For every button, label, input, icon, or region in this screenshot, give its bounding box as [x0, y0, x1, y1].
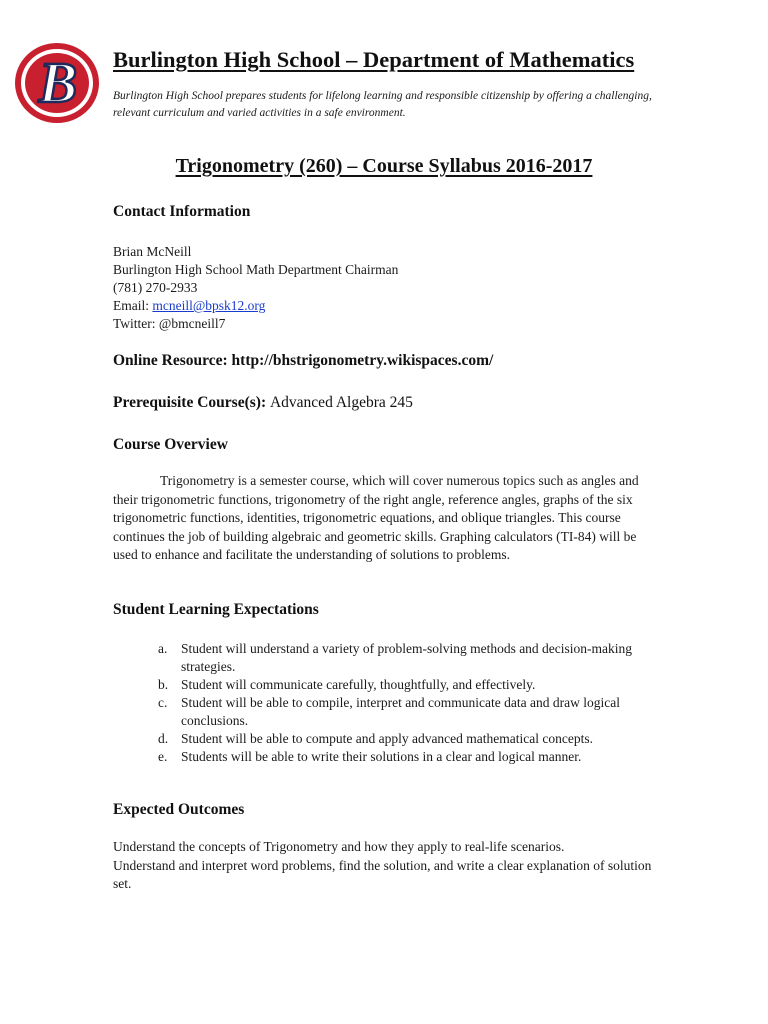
list-item-text: Student will be able to compile, interpret and communicate data and draw logical conclusions. — [181, 695, 620, 728]
list-item-text: Student will communicate carefully, thoughtfully, and effectively. — [181, 677, 536, 692]
mission-statement: Burlington High School prepares students for lifelong learning and responsible citizenship by offering a challenging, relevant curriculum and varied activities in a safe environment. — [113, 90, 652, 119]
list-item — [113, 694, 658, 730]
expectations-heading: Student Learning Expectations — [113, 601, 319, 618]
list-item — [113, 676, 658, 694]
list-item-text: Student will be able to compute and apply advanced mathematical concepts. — [181, 731, 593, 746]
logo-letter: B — [38, 50, 78, 115]
contact-email-line — [113, 297, 398, 315]
outcome-line-1: Understand the concepts of Trigonometry and how they apply to real-life scenarios. — [113, 839, 565, 854]
prerequisite-heading — [113, 394, 413, 412]
list-marker: c. — [158, 695, 168, 710]
outcome-line-2: Understand and interpret word problems, find the solution, and write a clear explanation of solution set. — [113, 857, 652, 891]
outcomes-text — [113, 838, 658, 894]
contact-twitter: Twitter: @bmcneill7 — [113, 316, 226, 331]
list-item-text: Students will be able to write their solutions in a clear and logical manner. — [181, 749, 582, 764]
prerequisite-value: Advanced Algebra 245 — [269, 394, 413, 411]
list-marker: b. — [158, 677, 169, 692]
list-item-text: Student will understand a variety of problem-solving methods and decision-making strategies. — [181, 641, 633, 674]
list-item — [113, 640, 658, 676]
school-title: Burlington High School – Department of Mathematics — [113, 47, 635, 72]
email-link[interactable]: mcneill@bpsk12.org — [152, 298, 266, 313]
email-label: Email: — [113, 298, 153, 313]
prerequisite-label: Prerequisite Course(s): — [113, 394, 270, 411]
contact-block — [113, 243, 398, 333]
overview-heading: Course Overview — [113, 436, 228, 453]
list-marker: a. — [158, 641, 168, 656]
contact-role: Burlington High School Math Department Chairman — [113, 262, 399, 277]
outcomes-heading: Expected Outcomes — [113, 801, 245, 818]
overview-text: Trigonometry is a semester course, which will cover numerous topics such as angles and their trigonometric functions, trigonometry of the right angle, reference angles, graphs of the six trigonometric functions, identities, trigonometric equations, and oblique triangles. This course continues the job of building algebraic and geometric skills. Graphing calculators (TI-84) will be used to enhance and facilitate the understanding of solutions to problems. — [113, 473, 639, 562]
online-resource: Online Resource: http://bhstrigonometry.wikispaces.com/ — [113, 352, 494, 369]
list-item — [113, 748, 658, 766]
expectations-list — [113, 640, 658, 766]
list-marker: e. — [158, 749, 168, 764]
course-title: Trigonometry (260) – Course Syllabus 2016-2017 — [175, 155, 593, 177]
contact-name: Brian McNeill — [113, 244, 192, 259]
contact-phone: (781) 270-2933 — [113, 280, 198, 295]
burlington-b-logo-icon — [12, 40, 102, 126]
contact-heading: Contact Information — [113, 203, 251, 220]
list-marker: d. — [158, 731, 169, 746]
list-item — [113, 730, 658, 748]
